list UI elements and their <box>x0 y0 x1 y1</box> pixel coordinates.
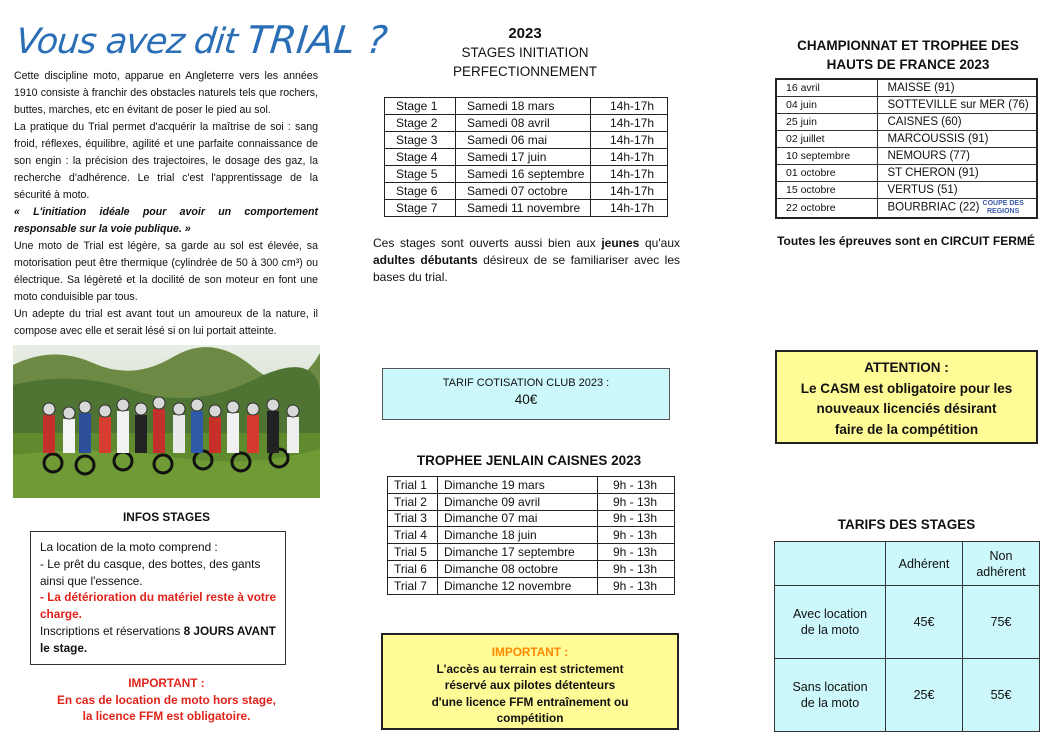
championnat-row <box>776 181 1037 198</box>
jenlain-row-cell: Dimanche 18 juin <box>438 527 598 544</box>
stage-row <box>385 166 668 183</box>
championnat-row-cell: 15 octobre <box>776 181 877 198</box>
championnat-row-cell: CAISNES (60) <box>877 113 1037 130</box>
stage-row-cell: Stage 7 <box>385 200 456 217</box>
tarifs-row2-label <box>775 659 886 732</box>
jenlain-row-cell: Trial 4 <box>388 527 438 544</box>
page-title-part2: TRIAL ? <box>244 18 390 62</box>
attention-line-2: nouveaux licenciés désirant <box>816 401 997 416</box>
championnat-title-1: CHAMPIONNAT ET TROPHEE DES <box>797 38 1019 53</box>
infos-line-3: - La détérioration du matériel reste à votre charge. <box>40 590 277 622</box>
page-title <box>13 18 390 66</box>
open-text-adultes: adultes débutants <box>373 253 478 267</box>
attention-box <box>775 350 1038 444</box>
coupe-line-2: REGIONS <box>987 207 1020 215</box>
championnat-row-cell: 02 juillet <box>776 130 877 147</box>
jenlain-row <box>388 493 675 510</box>
championnat-row-cell: 16 avril <box>776 79 877 96</box>
tarifs-row1-non-adherent: 75€ <box>963 586 1040 659</box>
stages-table <box>384 97 668 217</box>
championnat-row-cell: BOURBRIAC (22) COUPE DES REGIONS <box>877 198 1037 218</box>
championnat-title-2: HAUTS DE FRANCE 2023 <box>826 57 990 72</box>
tarifs-col-non-adherent <box>963 542 1040 586</box>
open-text-c: qu'aux <box>639 236 680 250</box>
jenlain-row-cell: Dimanche 19 mars <box>438 477 598 494</box>
infos-line-4-normal: Inscriptions et réservations <box>40 623 184 638</box>
jenlain-row <box>388 477 675 494</box>
championnat-row-cell: 01 octobre <box>776 164 877 181</box>
stage-row-cell: Samedi 06 mai <box>456 132 591 149</box>
tarifs-row2-label-1: Sans location <box>792 680 868 694</box>
championnat-row-cell: MAISSE (91) <box>877 79 1037 96</box>
tarifs-col-non-1: Non <box>989 548 1013 563</box>
important-mid-line-1: L'accès au terrain est strictement <box>436 661 624 676</box>
stages-header <box>384 24 666 81</box>
jenlain-title: TROPHEE JENLAIN CAISNES 2023 <box>416 453 642 468</box>
jenlain-row-cell: Dimanche 09 avril <box>438 493 598 510</box>
jenlain-row-cell: Trial 3 <box>388 510 438 527</box>
infos-stages-box <box>30 531 286 665</box>
infos-line-4-bold: 8 JOURS AVANT le stage. <box>40 623 276 655</box>
stages-heading-1: STAGES INITIATION <box>461 45 589 60</box>
jenlain-row <box>388 527 675 544</box>
infos-line-1: La location de la moto comprend : <box>40 540 218 554</box>
championnat-row <box>776 96 1037 113</box>
tarifs-row1-label-1: Avec location <box>792 607 868 621</box>
intro-paragraph-4: Un adepte du trial est avant tout un amoureux de la nature, il compose avec elle et serait lésé si on lui portait atteinte. <box>14 308 318 337</box>
tarifs-row1-label-2: de la moto <box>800 623 860 637</box>
jenlain-row-cell: 9h - 13h <box>598 527 675 544</box>
stage-row-cell: Stage 6 <box>385 183 456 200</box>
intro-text <box>14 68 318 340</box>
jenlain-row <box>388 544 675 561</box>
jenlain-row-cell: Trial 6 <box>388 560 438 577</box>
championnat-row <box>776 79 1037 96</box>
important-left-line-1: En cas de location de moto hors stage, <box>57 692 276 707</box>
stage-row-cell: 14h-17h <box>591 98 668 115</box>
tarifs-row2-adherent: 25€ <box>886 659 963 732</box>
tarifs-col-non-2: adhérent <box>976 564 1026 579</box>
stages-heading-2: PERFECTIONNEMENT <box>452 64 597 79</box>
stage-row-cell: Samedi 07 octobre <box>456 183 591 200</box>
championnat-row-cell: SOTTEVILLE sur MER (76) <box>877 96 1037 113</box>
jenlain-row-cell: Dimanche 12 novembre <box>438 577 598 594</box>
stage-row-cell: Samedi 17 juin <box>456 149 591 166</box>
jenlain-row <box>388 577 675 594</box>
jenlain-row-cell: Trial 2 <box>388 493 438 510</box>
stage-row-cell: 14h-17h <box>591 115 668 132</box>
stage-row-cell: 14h-17h <box>591 166 668 183</box>
group-photo-image <box>13 345 320 498</box>
tarifs-col-adherent: Adhérent <box>886 542 963 586</box>
jenlain-row <box>388 560 675 577</box>
championnat-row <box>776 198 1037 218</box>
important-mid-box <box>381 633 679 730</box>
tarifs-row-avec-location <box>775 586 1040 659</box>
championnat-row-cell: MARCOUSSIS (91) <box>877 130 1037 147</box>
tarif-cotisation-label: TARIF COTISATION CLUB 2023 : <box>442 377 610 389</box>
jenlain-row-cell: Dimanche 07 mai <box>438 510 598 527</box>
intro-paragraph-2: La pratique du Trial permet d'acquérir la maîtrise de soi : sang froid, réflexes, équilibre, agilité et une parfaite connaissance de son engin : la précision des trajectoires, le dosage des gaz, la recherche d'adhérence. Le trial c'est l'apprentissage de la sécurité à moto. <box>14 121 318 201</box>
page-title-part1: Vous avez dit <box>13 22 249 62</box>
stage-row-cell: Stage 5 <box>385 166 456 183</box>
championnat-row <box>776 113 1037 130</box>
stage-row-cell: Stage 4 <box>385 149 456 166</box>
jenlain-row-cell: Trial 1 <box>388 477 438 494</box>
stage-row-cell: 14h-17h <box>591 149 668 166</box>
group-photo <box>13 345 320 498</box>
open-text-jeunes: jeunes <box>601 236 640 250</box>
jenlain-row <box>388 510 675 527</box>
championnat-title <box>778 36 1038 74</box>
circuit-ferme-note: Toutes les épreuves sont en CIRCUIT FERMÉ <box>777 234 1035 248</box>
stages-open-text <box>373 235 680 286</box>
tarifs-corner-cell <box>775 542 886 586</box>
stage-row <box>385 132 668 149</box>
tarif-cotisation-price: 40€ <box>514 392 538 407</box>
intro-paragraph-1: Cette discipline moto, apparue en Angleterre vers les années 1910 consiste à franchir des obstacles naturels tels que rochers, buttes, marches, etc en évitant de poser le pied au sol. <box>14 70 318 116</box>
stage-row <box>385 183 668 200</box>
important-mid-line-3: d'une licence FFM entraînement ou <box>431 694 629 709</box>
intro-paragraph-3: Une moto de Trial est légère, sa garde au sol est élevée, sa motorisation peut être thermique (cylindrée de 50 à 300 cm³) ou électrique. Sa légèreté et la docilité de son moteur en font une moto conduisible par tous. <box>14 240 318 303</box>
stage-row <box>385 149 668 166</box>
tarifs-row2-non-adherent: 55€ <box>963 659 1040 732</box>
stage-row-cell: Stage 3 <box>385 132 456 149</box>
tarifs-row2-label-2: de la moto <box>800 696 860 710</box>
tarifs-header-row <box>775 542 1040 586</box>
infos-stages-title: INFOS STAGES <box>123 510 210 524</box>
championnat-row-cell: 10 septembre <box>776 147 877 164</box>
tarifs-row-sans-location <box>775 659 1040 732</box>
stage-row-cell: Stage 1 <box>385 98 456 115</box>
attention-title: ATTENTION : <box>864 360 949 375</box>
jenlain-row-cell: Trial 7 <box>388 577 438 594</box>
important-mid-title: IMPORTANT : <box>491 645 569 659</box>
championnat-row-cell: NEMOURS (77) <box>877 147 1037 164</box>
open-text-e: désireux de se familiariser avec les bases du trial. <box>373 253 680 284</box>
important-left-note <box>13 675 320 725</box>
stage-row <box>385 98 668 115</box>
jenlain-table <box>387 476 675 595</box>
infos-line-4 <box>40 623 276 657</box>
jenlain-row-cell: Trial 5 <box>388 544 438 561</box>
tarifs-stages-title: TARIFS DES STAGES <box>837 517 976 532</box>
stage-row-cell: Samedi 11 novembre <box>456 200 591 217</box>
stages-year: 2023 <box>508 25 542 42</box>
tarifs-row1-adherent: 45€ <box>886 586 963 659</box>
attention-line-1: Le CASM est obligatoire pour les <box>800 380 1013 396</box>
stage-row-cell: 14h-17h <box>591 200 668 217</box>
stage-row-cell: 14h-17h <box>591 132 668 149</box>
stage-row-cell: Samedi 18 mars <box>456 98 591 115</box>
attention-line-3: faire de la compétition <box>834 421 979 437</box>
championnat-row-cell: 25 juin <box>776 113 877 130</box>
stage-row <box>385 115 668 132</box>
championnat-row-cell: VERTUS (51) <box>877 181 1037 198</box>
championnat-row-cell: 04 juin <box>776 96 877 113</box>
important-mid-line-2: réservé aux pilotes détenteurs <box>444 678 616 693</box>
stage-row-cell: 14h-17h <box>591 183 668 200</box>
jenlain-row-cell: 9h - 13h <box>598 510 675 527</box>
stage-row-cell: Samedi 16 septembre <box>456 166 591 183</box>
jenlain-row-cell: 9h - 13h <box>598 477 675 494</box>
intro-quote: « L'initiation idéale pour avoir un comportement responsable sur la voie publique. » <box>14 206 318 235</box>
championnat-table <box>775 78 1038 219</box>
open-text-a: Ces stages sont ouverts aussi bien aux <box>373 236 602 250</box>
important-left-line-2: la licence FFM est obligatoire. <box>82 709 251 723</box>
jenlain-row-cell: 9h - 13h <box>598 493 675 510</box>
championnat-row-cell: ST CHERON (91) <box>877 164 1037 181</box>
jenlain-row-cell: 9h - 13h <box>598 544 675 561</box>
jenlain-row-cell: 9h - 13h <box>598 577 675 594</box>
coupe-des-regions-logo <box>983 200 1024 215</box>
jenlain-row-cell: Dimanche 17 septembre <box>438 544 598 561</box>
stage-row-cell: Samedi 08 avril <box>456 115 591 132</box>
stage-row-cell: Stage 2 <box>385 115 456 132</box>
championnat-row <box>776 164 1037 181</box>
coupe-line-1: COUPE DES <box>982 200 1024 208</box>
championnat-row <box>776 130 1037 147</box>
infos-line-2: - Le prêt du casque, des bottes, des gants ainsi que l'essence. <box>40 556 261 588</box>
important-mid-line-4: compétition <box>496 711 564 726</box>
championnat-row <box>776 147 1037 164</box>
stage-row <box>385 200 668 217</box>
important-left-title: IMPORTANT : <box>128 676 205 690</box>
tarif-cotisation-box <box>382 368 670 420</box>
championnat-row-cell: 22 octobre <box>776 198 877 218</box>
tarifs-row1-label <box>775 586 886 659</box>
jenlain-row-cell: 9h - 13h <box>598 560 675 577</box>
tarifs-stages-table <box>774 541 1040 732</box>
jenlain-row-cell: Dimanche 08 octobre <box>438 560 598 577</box>
